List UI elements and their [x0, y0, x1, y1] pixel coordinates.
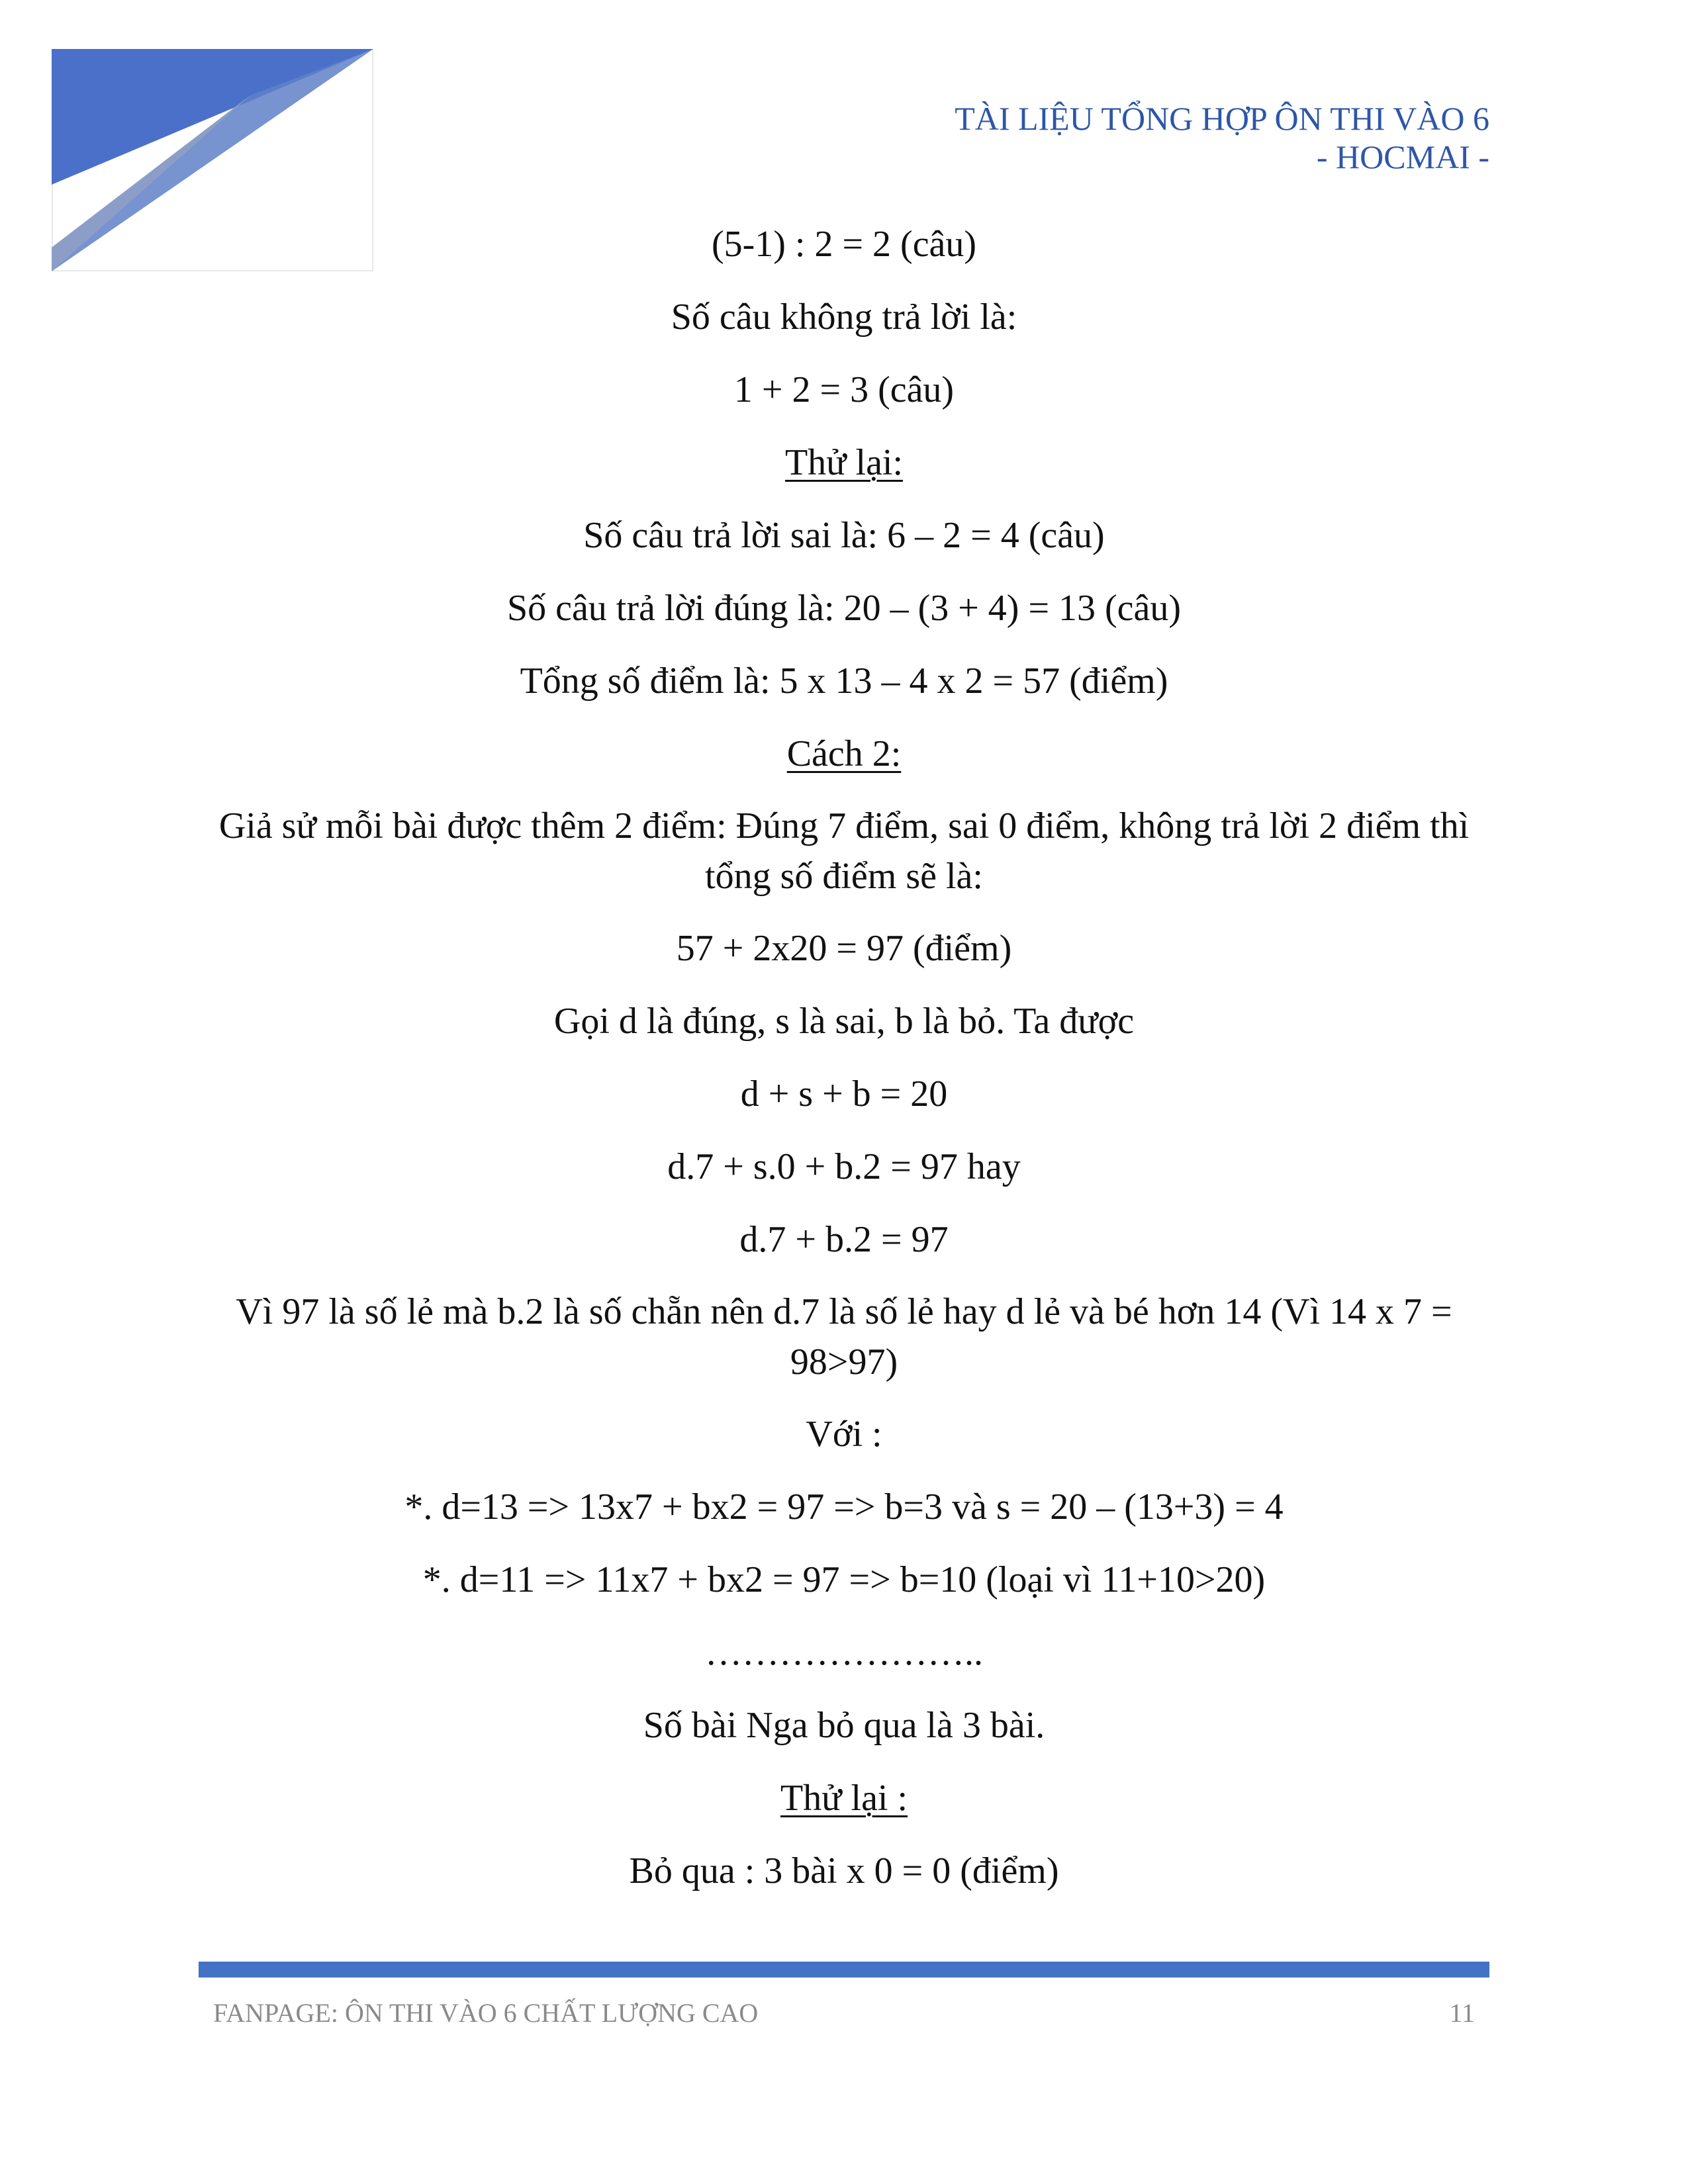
- text-line: Giả sử mỗi bài được thêm 2 điểm: Đúng 7 điểm, sai 0 điểm, không trả lời 2 điểm thì tổng số điểm sẽ là:: [218, 805, 1470, 897]
- text-line: Số câu trả lời sai là: 6 – 2 = 4 (câu): [583, 515, 1105, 556]
- document-body: [199, 218, 1489, 1918]
- text-line: Tổng số điểm là: 5 x 13 – 4 x 2 = 57 (điểm): [520, 660, 1168, 702]
- header-title: TÀI LIỆU TỔNG HỢP ÔN THI VÀO 6: [955, 100, 1489, 137]
- text-line: *. d=13 => 13x7 + bx2 = 97 => b=3 và s = 20 – (13+3) = 4: [404, 1486, 1284, 1527]
- text-line: Gọi d là đúng, s là sai, b là bỏ. Ta được: [553, 1001, 1135, 1042]
- text-line: Số bài Nga bỏ qua là 3 bài.: [643, 1705, 1045, 1746]
- text-line: *. d=11 => 11x7 + bx2 = 97 => b=10 (loại vì 11+10>20): [422, 1559, 1266, 1600]
- text-line: Với :: [806, 1414, 882, 1455]
- text-line: 57 + 2x20 = 97 (điểm): [676, 928, 1012, 969]
- text-line: Số câu trả lời đúng là: 20 – (3 + 4) = 13 (câu): [506, 588, 1182, 629]
- section-heading-method-2: Cách 2:: [786, 733, 902, 774]
- document-header: [955, 99, 1489, 176]
- text-line: Vì 97 là số lẻ mà b.2 là số chẵn nên d.7 là số lẻ hay d lẻ và bé hơn 14 (Vì 14 x 7 = 98>97): [236, 1291, 1452, 1383]
- header-subtitle: - HOCMAI -: [1316, 138, 1489, 175]
- footer-text: FANPAGE: ÔN THI VÀO 6 CHẤT LƯỢNG CAO: [213, 1998, 759, 2028]
- section-heading-check: Thử lại:: [784, 442, 904, 483]
- ellipsis-line: …………………..: [705, 1632, 983, 1673]
- text-line: d.7 + b.2 = 97: [739, 1219, 949, 1260]
- text-line: Bỏ qua : 3 bài x 0 = 0 (điểm): [629, 1850, 1059, 1891]
- footer-divider-bar: [199, 1962, 1489, 1978]
- section-heading-check-2: Thử lại :: [780, 1778, 908, 1819]
- page-footer: [213, 1997, 1475, 2028]
- text-line: d.7 + s.0 + b.2 = 97 hay: [667, 1146, 1021, 1187]
- text-line: (5-1) : 2 = 2 (câu): [711, 224, 977, 265]
- text-line: 1 + 2 = 3 (câu): [733, 369, 955, 410]
- page-number: 11: [1449, 1998, 1475, 2028]
- text-line: d + s + b = 20: [740, 1073, 948, 1115]
- text-line: Số câu không trả lời là:: [671, 296, 1017, 338]
